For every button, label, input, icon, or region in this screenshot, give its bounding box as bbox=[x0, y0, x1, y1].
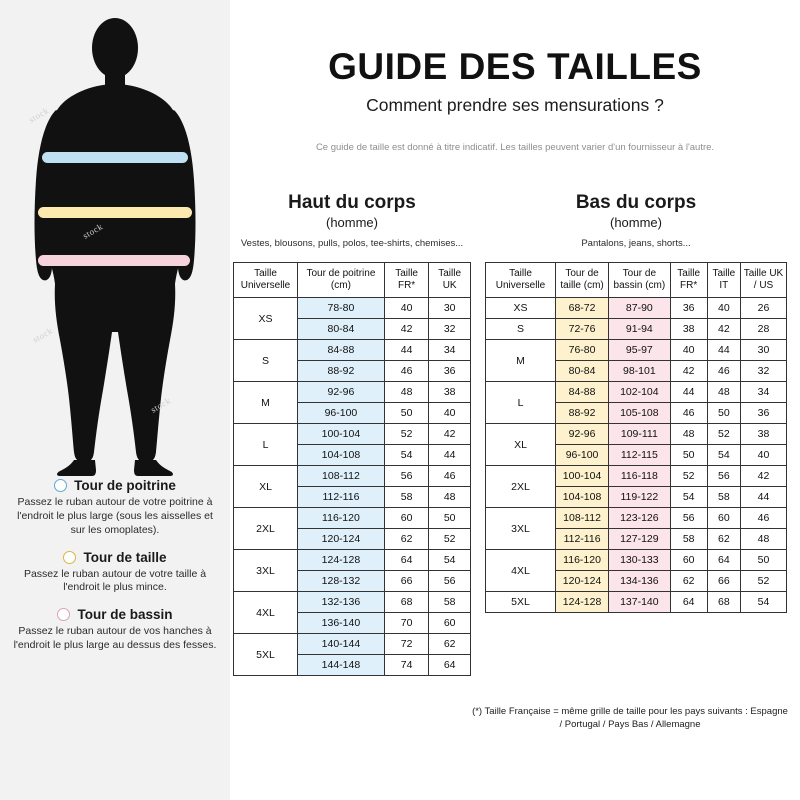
table-row bbox=[486, 466, 787, 487]
universal-size-cell: 3XL bbox=[486, 508, 556, 550]
measurement-cell: 76-80 bbox=[556, 340, 609, 361]
chest-measure-band bbox=[42, 152, 188, 163]
measurement-cell: 66 bbox=[707, 571, 740, 592]
measurement-cell: 50 bbox=[707, 403, 740, 424]
measurement-cell: 127-129 bbox=[609, 529, 670, 550]
legend-item-chest bbox=[0, 478, 230, 538]
measurement-cell: 50 bbox=[429, 508, 471, 529]
legend-label: Tour de poitrine bbox=[74, 478, 176, 493]
universal-size-cell: 3XL bbox=[234, 550, 298, 592]
measurement-cell: 120-124 bbox=[556, 571, 609, 592]
measurement-cell: 134-136 bbox=[609, 571, 670, 592]
measurement-cell: 50 bbox=[670, 445, 707, 466]
measurement-cell: 40 bbox=[429, 403, 471, 424]
column-header: Taille UK bbox=[429, 263, 471, 298]
table-title: Haut du corps bbox=[288, 192, 416, 213]
hip-color-dot-icon bbox=[57, 608, 70, 621]
page-subtitle: Comment prendre ses mensurations ? bbox=[366, 95, 664, 115]
table-body bbox=[486, 298, 787, 613]
measurement-cell: 130-133 bbox=[609, 550, 670, 571]
universal-size-cell: 5XL bbox=[486, 592, 556, 613]
table-description: Pantalons, jeans, shorts... bbox=[581, 238, 691, 249]
measurement-cell: 36 bbox=[670, 298, 707, 319]
measurement-cell: 116-120 bbox=[298, 508, 385, 529]
universal-size-cell: XS bbox=[234, 298, 298, 340]
measurement-cell: 54 bbox=[707, 445, 740, 466]
universal-size-cell: M bbox=[234, 382, 298, 424]
measurement-cell: 46 bbox=[670, 403, 707, 424]
measurement-cell: 104-108 bbox=[298, 445, 385, 466]
measurement-cell: 62 bbox=[707, 529, 740, 550]
universal-size-cell: 2XL bbox=[486, 466, 556, 508]
column-header: Taille FR* bbox=[384, 263, 428, 298]
measurement-cell: 40 bbox=[384, 298, 428, 319]
illustration-panel bbox=[0, 0, 230, 800]
measurement-cell: 58 bbox=[707, 487, 740, 508]
measurement-cell: 44 bbox=[670, 382, 707, 403]
measurement-cell: 62 bbox=[670, 571, 707, 592]
measurement-cell: 80-84 bbox=[298, 319, 385, 340]
measurement-cell: 98-101 bbox=[609, 361, 670, 382]
table-row bbox=[486, 340, 787, 361]
measurement-cell: 112-116 bbox=[298, 487, 385, 508]
table-row bbox=[486, 508, 787, 529]
measurement-cell: 44 bbox=[384, 340, 428, 361]
measurement-cell: 84-88 bbox=[298, 340, 385, 361]
measurement-cell: 54 bbox=[740, 592, 786, 613]
measurement-cell: 120-124 bbox=[298, 529, 385, 550]
measurement-cell: 46 bbox=[740, 508, 786, 529]
universal-size-cell: S bbox=[234, 340, 298, 382]
measurement-cell: 38 bbox=[740, 424, 786, 445]
universal-size-cell: 5XL bbox=[234, 634, 298, 676]
measurement-cell: 64 bbox=[384, 550, 428, 571]
universal-size-cell: M bbox=[486, 340, 556, 382]
measurement-cell: 30 bbox=[740, 340, 786, 361]
measurement-cell: 92-96 bbox=[556, 424, 609, 445]
measurement-cell: 48 bbox=[740, 529, 786, 550]
measurement-cell: 60 bbox=[670, 550, 707, 571]
table-row bbox=[234, 382, 471, 403]
measurement-cell: 52 bbox=[740, 571, 786, 592]
column-header: Taille Universelle bbox=[486, 263, 556, 298]
measurement-cell: 124-128 bbox=[556, 592, 609, 613]
measurement-cell: 72 bbox=[384, 634, 428, 655]
universal-size-cell: 4XL bbox=[234, 592, 298, 634]
table-row bbox=[486, 592, 787, 613]
header bbox=[230, 0, 800, 153]
measurement-cell: 64 bbox=[429, 655, 471, 676]
watermark-text: stock bbox=[148, 395, 173, 415]
table-body bbox=[234, 298, 471, 676]
measurement-cell: 70 bbox=[384, 613, 428, 634]
legend-description: Passez le ruban autour de votre taille à l'endroit le plus mince. bbox=[23, 567, 207, 594]
table-row bbox=[234, 634, 471, 655]
measurement-cell: 26 bbox=[740, 298, 786, 319]
measurement-cell: 32 bbox=[740, 361, 786, 382]
table-row bbox=[234, 424, 471, 445]
measurement-cell: 128-132 bbox=[298, 571, 385, 592]
universal-size-cell: L bbox=[486, 382, 556, 424]
column-header: Taille FR* bbox=[670, 263, 707, 298]
measurement-cell: 38 bbox=[429, 382, 471, 403]
measurement-cell: 54 bbox=[429, 550, 471, 571]
measurement-cell: 40 bbox=[707, 298, 740, 319]
measurement-cell: 56 bbox=[670, 508, 707, 529]
measurement-cell: 132-136 bbox=[298, 592, 385, 613]
measurement-cell: 137-140 bbox=[609, 592, 670, 613]
measurement-cell: 62 bbox=[384, 529, 428, 550]
measurement-cell: 36 bbox=[429, 361, 471, 382]
measurement-cell: 42 bbox=[384, 319, 428, 340]
table-row bbox=[234, 298, 471, 319]
measurement-cell: 52 bbox=[429, 529, 471, 550]
table-block-upper-body bbox=[233, 186, 471, 676]
table-header-row bbox=[486, 263, 787, 298]
legend bbox=[0, 478, 230, 665]
table-subtitle: (homme) bbox=[609, 215, 662, 230]
disclaimer-text: Ce guide de taille est donné à titre indicatif. Les tailles peuvent varier d'un fournisseur à l'autre. bbox=[315, 142, 715, 153]
universal-size-cell: L bbox=[234, 424, 298, 466]
measurement-cell: 32 bbox=[429, 319, 471, 340]
measurement-cell: 60 bbox=[429, 613, 471, 634]
legend-label: Tour de bassin bbox=[77, 607, 173, 623]
measurement-cell: 95-97 bbox=[609, 340, 670, 361]
measurement-cell: 54 bbox=[384, 445, 428, 466]
waist-color-dot-icon bbox=[63, 551, 76, 564]
measurement-cell: 44 bbox=[429, 445, 471, 466]
measurement-cell: 48 bbox=[429, 487, 471, 508]
measurement-cell: 116-118 bbox=[609, 466, 670, 487]
measurement-cell: 112-116 bbox=[556, 529, 609, 550]
measurement-cell: 42 bbox=[670, 361, 707, 382]
table-row bbox=[234, 466, 471, 487]
measurement-cell: 52 bbox=[707, 424, 740, 445]
measurement-cell: 38 bbox=[670, 319, 707, 340]
measurement-cell: 91-94 bbox=[609, 319, 670, 340]
measurement-cell: 52 bbox=[384, 424, 428, 445]
table-row bbox=[486, 424, 787, 445]
measurement-cell: 104-108 bbox=[556, 487, 609, 508]
universal-size-cell: XL bbox=[234, 466, 298, 508]
measurement-cell: 124-128 bbox=[298, 550, 385, 571]
measurement-cell: 68-72 bbox=[556, 298, 609, 319]
legend-description: Passez le ruban autour de votre poitrine à l'endroit le plus large (sous les aisselles et sur les omoplates). bbox=[17, 496, 213, 536]
measurement-cell: 123-126 bbox=[609, 508, 670, 529]
measurement-cell: 92-96 bbox=[298, 382, 385, 403]
universal-size-cell: S bbox=[486, 319, 556, 340]
measurement-cell: 48 bbox=[384, 382, 428, 403]
footnote: (*) Taille Française = même grille de taille pour les pays suivants : Espagne / Portugal / Pays Bas / Allemagne bbox=[472, 706, 788, 731]
measurement-cell: 72-76 bbox=[556, 319, 609, 340]
measurement-cell: 60 bbox=[384, 508, 428, 529]
legend-description: Passez le ruban autour de vos hanches à l'endroit le plus large au dessus des fesses. bbox=[13, 625, 217, 652]
chest-color-dot-icon bbox=[54, 479, 67, 492]
table-title: Bas du corps bbox=[575, 192, 697, 213]
measurement-cell: 56 bbox=[429, 571, 471, 592]
table-description: Vestes, blousons, pulls, polos, tee-shirts, chemises... bbox=[240, 238, 464, 249]
measurement-cell: 144-148 bbox=[298, 655, 385, 676]
table-row bbox=[486, 550, 787, 571]
measurement-cell: 109-111 bbox=[609, 424, 670, 445]
measurement-cell: 52 bbox=[670, 466, 707, 487]
measurement-cell: 56 bbox=[384, 466, 428, 487]
table-row bbox=[486, 298, 787, 319]
measurement-cell: 108-112 bbox=[556, 508, 609, 529]
measurement-cell: 40 bbox=[740, 445, 786, 466]
measurement-cell: 46 bbox=[707, 361, 740, 382]
column-header: Tour de taille (cm) bbox=[556, 263, 609, 298]
waist-measure-band bbox=[38, 207, 192, 218]
table-row bbox=[234, 340, 471, 361]
measurement-cell: 50 bbox=[384, 403, 428, 424]
measurement-cell: 88-92 bbox=[298, 361, 385, 382]
measurement-cell: 96-100 bbox=[556, 445, 609, 466]
measurement-cell: 48 bbox=[707, 382, 740, 403]
measurement-cell: 58 bbox=[670, 529, 707, 550]
measurement-cell: 36 bbox=[740, 403, 786, 424]
measurement-cell: 87-90 bbox=[609, 298, 670, 319]
measurement-cell: 42 bbox=[707, 319, 740, 340]
measurement-cell: 136-140 bbox=[298, 613, 385, 634]
watermark-text: stock bbox=[26, 105, 51, 125]
table-row bbox=[486, 382, 787, 403]
measurement-cell: 100-104 bbox=[298, 424, 385, 445]
measurement-cell: 80-84 bbox=[556, 361, 609, 382]
measurement-cell: 34 bbox=[429, 340, 471, 361]
measurement-cell: 102-104 bbox=[609, 382, 670, 403]
measurement-cell: 116-120 bbox=[556, 550, 609, 571]
watermark-text: stock bbox=[30, 325, 55, 345]
body-silhouette bbox=[0, 10, 230, 480]
measurement-cell: 62 bbox=[429, 634, 471, 655]
measurement-cell: 88-92 bbox=[556, 403, 609, 424]
measurement-cell: 58 bbox=[429, 592, 471, 613]
legend-label: Tour de taille bbox=[83, 549, 167, 565]
measurement-cell: 78-80 bbox=[298, 298, 385, 319]
measurement-cell: 64 bbox=[707, 550, 740, 571]
hip-measure-band bbox=[38, 255, 190, 266]
measurement-cell: 42 bbox=[740, 466, 786, 487]
table-block-lower-body bbox=[485, 186, 787, 676]
measurement-cell: 46 bbox=[384, 361, 428, 382]
table-row bbox=[486, 319, 787, 340]
lower-body-size-table bbox=[485, 262, 787, 613]
legend-item-hip bbox=[0, 607, 230, 653]
page-title: GUIDE DES TAILLES bbox=[328, 46, 702, 87]
measurement-cell: 140-144 bbox=[298, 634, 385, 655]
measurement-cell: 48 bbox=[670, 424, 707, 445]
column-header: Tour de poitrine (cm) bbox=[298, 263, 385, 298]
measurement-cell: 28 bbox=[740, 319, 786, 340]
measurement-cell: 68 bbox=[384, 592, 428, 613]
table-row bbox=[234, 508, 471, 529]
legend-item-waist bbox=[0, 550, 230, 596]
measurement-cell: 44 bbox=[707, 340, 740, 361]
measurement-cell: 46 bbox=[429, 466, 471, 487]
watermark-text: stock bbox=[80, 221, 105, 241]
measurement-cell: 58 bbox=[384, 487, 428, 508]
measurement-cell: 105-108 bbox=[609, 403, 670, 424]
measurement-cell: 74 bbox=[384, 655, 428, 676]
measurement-cell: 68 bbox=[707, 592, 740, 613]
measurement-cell: 50 bbox=[740, 550, 786, 571]
measurement-cell: 60 bbox=[707, 508, 740, 529]
measurement-cell: 54 bbox=[670, 487, 707, 508]
universal-size-cell: 4XL bbox=[486, 550, 556, 592]
universal-size-cell: XL bbox=[486, 424, 556, 466]
measurement-cell: 108-112 bbox=[298, 466, 385, 487]
measurement-cell: 96-100 bbox=[298, 403, 385, 424]
table-subtitle: (homme) bbox=[325, 215, 378, 230]
column-header: Taille UK / US bbox=[740, 263, 786, 298]
table-header-row bbox=[234, 263, 471, 298]
table-row bbox=[234, 592, 471, 613]
upper-body-size-table bbox=[233, 262, 471, 676]
measurement-cell: 84-88 bbox=[556, 382, 609, 403]
column-header: Taille IT bbox=[707, 263, 740, 298]
measurement-cell: 42 bbox=[429, 424, 471, 445]
measurement-cell: 64 bbox=[670, 592, 707, 613]
column-header: Taille Universelle bbox=[234, 263, 298, 298]
measurement-cell: 119-122 bbox=[609, 487, 670, 508]
measurement-cell: 66 bbox=[384, 571, 428, 592]
universal-size-cell: XS bbox=[486, 298, 556, 319]
measurement-cell: 34 bbox=[740, 382, 786, 403]
measurement-cell: 44 bbox=[740, 487, 786, 508]
universal-size-cell: 2XL bbox=[234, 508, 298, 550]
table-row bbox=[234, 550, 471, 571]
measurement-cell: 30 bbox=[429, 298, 471, 319]
size-tables bbox=[233, 186, 796, 676]
column-header: Tour de bassin (cm) bbox=[609, 263, 670, 298]
measurement-cell: 112-115 bbox=[609, 445, 670, 466]
measurement-cell: 40 bbox=[670, 340, 707, 361]
measurement-cell: 56 bbox=[707, 466, 740, 487]
measurement-cell: 100-104 bbox=[556, 466, 609, 487]
